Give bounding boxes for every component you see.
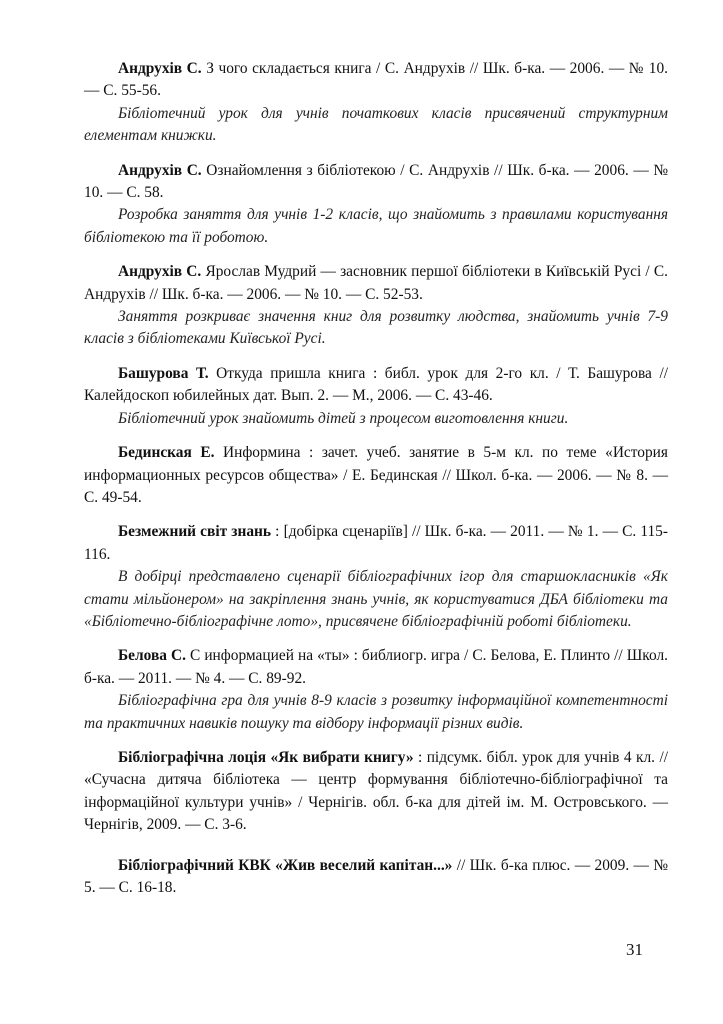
entry-author: Андрухів С. <box>118 60 202 77</box>
bibliography-entry <box>84 855 668 900</box>
entry-author: Безмежний світ знань <box>118 523 272 541</box>
entry-text: З чого складається книга / С. Андрухів // Шк. б-ка. — 2006. — № 10. — С. 55-56. <box>84 60 668 100</box>
entry-text: Откуда пришла книга : библ. урок для 2-го кл. / Т. Башурова // Калейдоскоп юбилейных дат. Вып. 2. — М., 2006. — С. 43-46. <box>84 364 668 405</box>
entry-citation <box>84 261 668 306</box>
entry-citation <box>84 160 668 205</box>
bibliography-entry <box>84 747 668 837</box>
entry-citation <box>84 58 668 103</box>
entry-annotation: Бібліографічна гра для учнів 8-9 класів з розвитку інформаційної компетентності та практичних навиків пошуку та відбору інформації різних видів. <box>84 692 668 732</box>
bibliography-entry <box>84 363 668 430</box>
page-number: 31 <box>626 940 643 959</box>
entry-author: Андрухів С. <box>118 161 202 179</box>
entry-citation <box>84 645 668 690</box>
entry-text: Информина : зачет. учеб. занятие в 5-м кл. по теме «История информационных ресурсов общества» / Е. Бединская // Школ. б-ка. — 2006. — № 8. — С. 49-54. <box>84 444 668 506</box>
entry-author: Башурова Т. <box>118 364 209 382</box>
bibliography-entry <box>84 58 668 148</box>
bibliography-entry <box>84 645 668 735</box>
entry-citation <box>84 363 668 408</box>
entry-author: Андрухів С. <box>118 263 202 281</box>
entry-annotation: Заняття розкриває значення книг для розвитку людства, знайомить учнів 7-9 класів з бібліотеками Київської Русі. <box>84 308 668 348</box>
entry-citation <box>84 855 668 900</box>
entry-citation <box>84 747 668 837</box>
bibliography-page <box>84 58 668 911</box>
entry-citation <box>84 442 668 509</box>
entry-text: Ярослав Мудрий — засновник першої бібліотеки в Київській Русі / С. Андрухів // Шк. б-ка. — 2006. — № 10. — С. 52-53. <box>84 263 668 303</box>
entry-text: : [добірка сценаріїв] // Шк. б-ка. — 2011. — № 1. — С. 115-116. <box>84 523 668 563</box>
entry-text: С информацией на «ты» : библиогр. игра / С. Белова, Е. Плинто // Школ. б-ка. — 2011. — № 4. — С. 89-92. <box>84 647 668 687</box>
entry-author: Белова С. <box>118 647 186 665</box>
bibliography-entry <box>84 160 668 250</box>
entry-text: : підсумк. бібл. урок для учнів 4 кл. // «Сучасна дитяча бібліотека — центр формування бібліотечно-бібліографічної та інформаційної культури учнів» / Чернігів. обл. б-ка для дітей ім. М. Островського. — Чернігів, 2009. — С. 3-6. <box>84 748 668 834</box>
bibliography-entry <box>84 521 668 633</box>
bibliography-entry <box>84 261 668 351</box>
entry-author: Бединская Е. <box>118 444 215 462</box>
entry-text: Ознайомлення з бібліотекою / С. Андрухів // Шк. б-ка. — 2006. — № 10. — С. 58. <box>84 161 669 202</box>
entry-author: Бібліографічна лоція «Як вибрати книгу» <box>118 748 414 766</box>
entry-citation <box>84 521 668 566</box>
bibliography-entry <box>84 442 668 509</box>
entry-annotation: Розробка заняття для учнів 1-2 класів, що знайомить з правилами користування бібліотекою та її роботою. <box>84 206 668 246</box>
entry-annotation: Бібліотечний урок знайомить дітей з процесом виготовлення книги. <box>118 409 569 427</box>
entry-annotation: Бібліотечний урок для учнів початкових класів присвячений структурним елементам книжки. <box>84 104 668 145</box>
entry-author: Бібліографічний КВК «Жив веселий капітан...» <box>118 856 453 874</box>
entry-annotation: В добірці представлено сценарії бібліографічних ігор для старшокласників «Як стати мільйонером» на закріплення знань учнів, як користуватися ДБА бібліотеки та «Бібліотечно-бібліографічне лото», присвячене бібліографічній роботі бібліотеки. <box>84 568 668 630</box>
entry-text: // Шк. б-ка плюс. — 2009. — № 5. — С. 16-18. <box>84 856 668 896</box>
